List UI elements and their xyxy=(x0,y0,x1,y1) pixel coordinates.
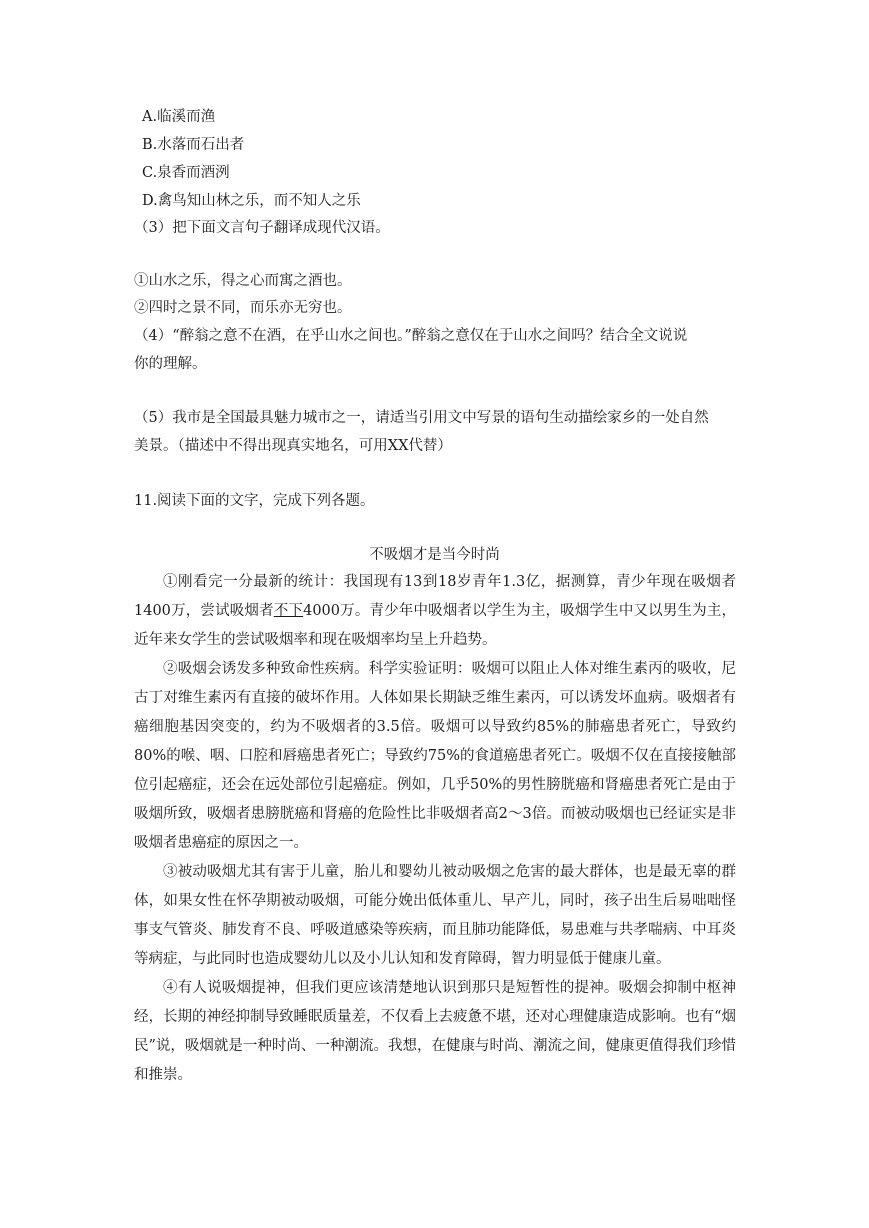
question-5-line-1: （5）我市是全国最具魅力城市之一，请适当引用文中写景的语句生动描绘家乡的一处自然 xyxy=(134,410,709,426)
paragraph-4: ④有人说吸烟提神，但我们更应该清楚地认识到那只是短暂性的提神。吸烟会抑制中枢神经，长期的神经抑制导致睡眠质量差，不仅看上去疲惫不堪，还对心理健康造成影响。也有“烟民”说，吸烟就是一种时尚、一种潮流。我想，在健康与时尚、潮流之间，健康更值得我们珍惜和推崇。 xyxy=(134,980,736,1083)
option-a: A.临溪而渔 xyxy=(142,109,216,125)
option-c: C.泉香而酒洌 xyxy=(142,165,230,181)
article-title: 不吸烟才是当今时尚 xyxy=(369,547,500,563)
question-5-line-2: 美景。（描述中不得出现真实地名，可用XX代替） xyxy=(134,438,452,454)
question-4-line-2: 你的理解。 xyxy=(134,356,207,372)
option-d: D.禽鸟知山林之乐，而不知人之乐 xyxy=(142,193,361,209)
question-3-prompt: （3）把下面文言句子翻译成现代汉语。 xyxy=(134,220,390,236)
paragraph-2: ②吸烟会诱发多种致命性疾病。科学实验证明：吸烟可以阻止人体对维生素丙的吸收，尼古丁对维生素丙有直接的破坏作用。人体如果长期缺乏维生素丙，可以诱发坏血病。吸烟者有癌细胞基因突变的，约为不吸烟者的3.5倍。吸烟可以导致约85%的肺癌患者死亡，导致约80%的喉、咽、口腔和唇癌患者死亡；导致约75%的食道癌患者死亡。吸烟不仅在直接接触部位引起癌症，还会在远处部位引起癌症。例如，几乎50%的男性膀胱癌和肾癌患者死亡是由于吸烟所致，吸烟者患膀胱癌和肾癌的危险性比非吸烟者高2～3倍。而被动吸烟也已经证实是非吸烟者患癌症的原因之一。 xyxy=(134,661,736,851)
question-3-sentence-2: ②四时之景不同，而乐亦无穷也。 xyxy=(134,300,352,316)
question-11-heading: 11.阅读下面的文字，完成下列各题。 xyxy=(134,493,375,509)
paragraph-1-text-a: ①刚看完一分最新的统计：我国现有13到18岁青年1.3亿，据测算，青少年现在吸烟者1400万，尝试吸烟者 xyxy=(134,574,736,619)
article-body xyxy=(134,568,736,1090)
option-b: B.水落而石出者 xyxy=(142,137,245,153)
paragraph-3: ③被动吸烟尤其有害于儿童，胎儿和婴幼儿被动吸烟之危害的最大群体，也是最无辜的群体，如果女性在怀孕期被动吸烟，可能分娩出低体重儿、早产儿，同时，孩子出生后易咄咄怪事支气管炎、肺发育不良、呼吸道感染等疾病，而且肺功能降低，易患难与共孝喘病、中耳炎等病症，与此同时也造成婴幼儿以及小儿认知和发育障碍，智力明显低于健康儿童。 xyxy=(134,864,736,967)
underlined-word: 不下 xyxy=(273,603,304,619)
question-3-sentence-1: ①山水之乐，得之心而寓之酒也。 xyxy=(134,273,352,289)
paragraph-1-text-b: 4000万。青少年中吸烟者以学生为主，吸烟学生中又以男生为主，近年来女学生的尝试吸烟率和现在吸烟率均呈上升趋势。 xyxy=(134,603,737,648)
paragraph-1 xyxy=(134,568,736,655)
question-4-line-1: （4）“醉翁之意不在酒，在乎山水之间也。”醉翁之意仅在于山水之间吗？结合全文说说 xyxy=(134,328,688,344)
